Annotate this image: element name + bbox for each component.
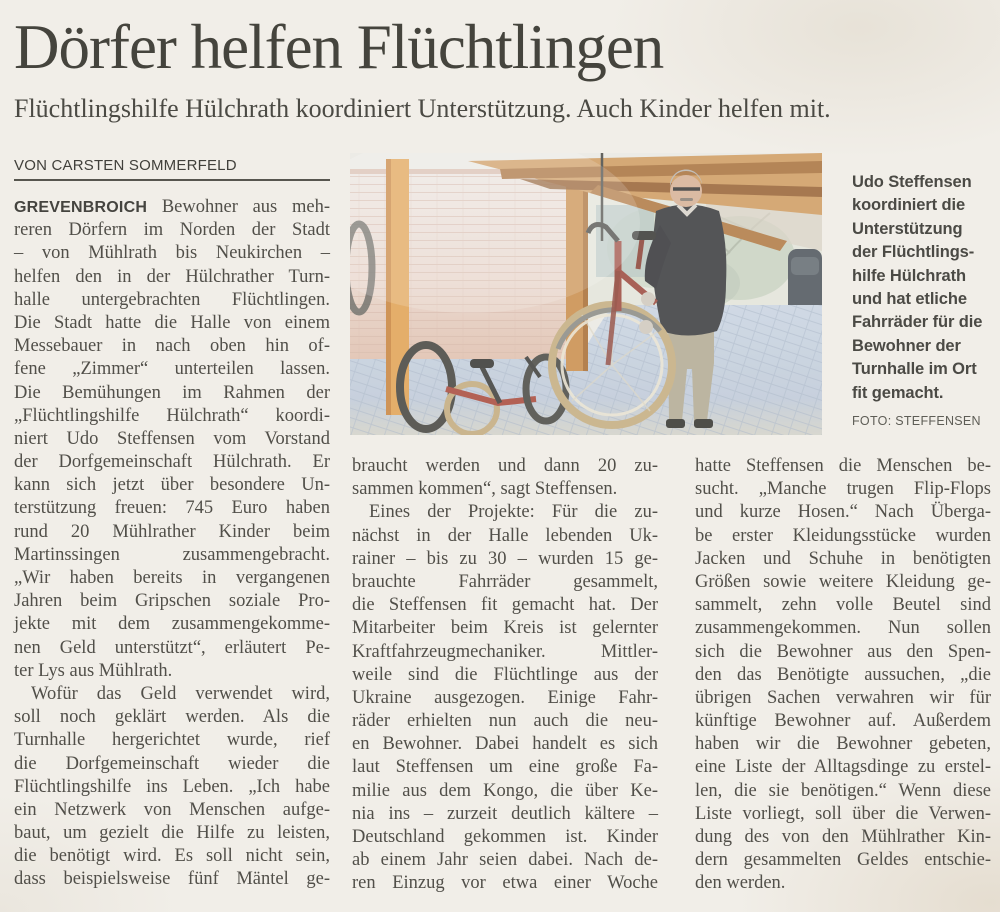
text-line: reren Dörfern im Norden der Stadt xyxy=(14,220,330,241)
text-line: helfen den in der Hülchrather Turn- xyxy=(14,266,330,287)
text-line: soll noch geklärt werden. Als die xyxy=(14,707,330,728)
text-line: „Wir haben bereits in vergangenen xyxy=(14,568,330,588)
text-line: Martinssingen zusammengebracht. xyxy=(14,544,330,565)
text-line: Turnhalle hergerichtet wurde, rief xyxy=(14,730,330,751)
caption-line: Unterstützung xyxy=(852,219,963,238)
text-line: len, die sie benötigen.“ Wenn diese xyxy=(695,780,991,801)
text-line: ein Netzwerk von Menschen aufge- xyxy=(14,799,330,820)
caption-line: Bewohner der xyxy=(852,336,961,355)
text-line: zusammengekommen. Nun sollen xyxy=(695,618,991,639)
text-line: die Steffensen fit gemacht hat. Der xyxy=(352,595,658,616)
text-line: laut Steffensen um eine große Fa- xyxy=(352,757,658,778)
text-line: hatte Steffensen die Menschen be- xyxy=(695,456,991,476)
text-line: sich die Bewohner aus den Spen- xyxy=(695,641,991,662)
text-line: terstützung freuen: 745 Euro haben xyxy=(14,498,330,519)
text-line: dass beispielsweise fünf Mäntel ge- xyxy=(14,869,330,890)
text-line: Kraftfahrzeugmechaniker. Mittler- xyxy=(352,641,658,662)
text-line: sammen kommen“, sagt Steffensen. xyxy=(352,479,618,500)
text-line: sucht. „Manche trugen Flip-Flops xyxy=(695,479,991,500)
text-line: fene „Zimmer“ unterteilen lassen. xyxy=(14,359,330,380)
text-line: den das Benötigte aussuchen, „die xyxy=(695,664,991,685)
photo-caption xyxy=(852,171,994,433)
text-line: Eines der Projekte: Für die zu- xyxy=(369,502,658,523)
text-line: ter Lys aus Mühlrath. xyxy=(14,660,173,681)
text-line: baut, um gezielt die Hilfe zu leisten, xyxy=(14,823,330,844)
text-line: dern gesammelten Geldes entschie- xyxy=(695,850,991,871)
text-line: Wofür das Geld verwendet wird, xyxy=(31,683,330,704)
photo-illustration xyxy=(350,153,822,435)
article-byline: VON CARSTEN SOMMERFELD xyxy=(14,157,330,181)
text-line: nen Geld unterstützt“, erläutert Pe- xyxy=(14,637,330,658)
text-line: räder erhielten nun auch die neu- xyxy=(352,711,658,732)
caption-line: Udo Steffensen xyxy=(852,173,972,191)
text-line: Jahren beim Gripschen soziale Pro- xyxy=(14,591,330,612)
text-line: Die Stadt hatte die Halle von einem xyxy=(14,312,330,333)
photo-credit: FOTO: STEFFENSEN xyxy=(852,414,981,429)
text-line: en Bewohner. Dabei handelt es sich xyxy=(352,734,658,755)
caption-line: fit gemacht. xyxy=(852,383,944,402)
text-line: brauchte Fahrräder gesammelt, xyxy=(352,571,658,592)
text-line: Ukraine ausgezogen. Einige Fahr- xyxy=(352,687,658,708)
text-line: eine Liste der Alltagsdinge zu erstel- xyxy=(695,757,991,778)
text-line: Mitarbeiter beim Kreis ist gelernter xyxy=(352,618,658,639)
caption-line: der Flüchtlings- xyxy=(852,243,975,262)
article-headline: Dörfer helfen Flüchtlingen xyxy=(14,12,664,82)
text-line: milie aus dem Kongo, die über Ke- xyxy=(352,780,658,801)
caption-line: koordiniert die xyxy=(852,196,966,215)
text-line: jekte mit dem zusammengekomme- xyxy=(14,614,330,635)
caption-line: hilfe Hülchrath xyxy=(852,266,967,285)
text-line: übrigen Sachen verwahren wir für xyxy=(695,687,991,708)
text-line: sammelt, zehn volle Beutel sind xyxy=(695,595,991,616)
text-line: die benötigt wird. Es soll nicht sein, xyxy=(14,846,330,867)
article-column-1 xyxy=(14,196,330,892)
text-line: dung des von den Mühlrather Kin- xyxy=(695,827,991,847)
text-line: rainer – bis zu 30 – wurden 15 ge- xyxy=(352,548,658,569)
text-line: braucht werden und dann 20 zu- xyxy=(352,456,658,476)
text-line: halle untergebrachten Flüchtlingen. xyxy=(14,289,330,310)
article-column-3 xyxy=(695,455,991,896)
text-line: die Dorfgemeinschaft wieder die xyxy=(14,753,330,774)
article-column-2 xyxy=(352,455,658,896)
text-line: ren Einzug vor etwa einer Woche xyxy=(352,873,658,894)
dateline: GREVENBROICH xyxy=(14,199,148,216)
text-line: nächst in der Halle lebenden Uk- xyxy=(352,525,658,546)
caption-line: Turnhalle im Ort xyxy=(852,360,977,379)
text-line: GREVENBROICH Bewohner aus meh- xyxy=(14,197,330,217)
text-line: Liste vorliegt, soll über die Verwen- xyxy=(695,803,991,824)
text-line: weile sind die Flüchtlinge aus der xyxy=(352,664,658,685)
text-line: den werden. xyxy=(695,873,786,894)
text-line: künftige Bewohner auf. Außerdem xyxy=(695,711,991,732)
text-line: nia ins – zurzeit deutlich kältere – xyxy=(352,803,658,824)
caption-line: Fahrräder für die xyxy=(852,313,983,332)
text-line: be erster Kleidungsstücke wurden xyxy=(695,525,991,546)
text-line: Deutschland gekommen ist. Kinder xyxy=(352,827,658,847)
text-line: Jacken und Schuhe in benötigten xyxy=(695,548,991,569)
text-line: Die Bemühungen im Rahmen der xyxy=(14,382,330,403)
text-line: niert Udo Steffensen vom Vorstand xyxy=(14,428,330,449)
text-line: und kurze Hosen.“ Nach Überga- xyxy=(695,502,991,523)
caption-line: und hat etliche xyxy=(852,290,967,309)
text-line: rund 20 Mühlrather Kinder beim xyxy=(14,521,330,542)
article-subheadline: Flüchtlingshilfe Hülchrath koordiniert Unterstützung. Auch Kinder helfen mit. xyxy=(14,94,831,123)
text-line: der Dorfgemeinschaft Hülchrath. Er xyxy=(14,452,330,473)
text-line: ab einem Jahr seien dabei. Nach de- xyxy=(352,850,658,871)
text-line: Größen sowie weitere Kleidung ge- xyxy=(695,571,991,592)
text-line: kann sich jetzt über besondere Un- xyxy=(14,475,330,496)
text-line: Flüchtlingshilfe ins Leben. „Ich habe xyxy=(14,776,330,797)
text-line: Messebauer in nach oben hin of- xyxy=(14,336,330,357)
text-line: – von Mühlrath bis Neukirchen – xyxy=(14,243,330,264)
article-photo xyxy=(350,153,822,435)
text-line: haben wir die Bewohner gebeten, xyxy=(695,734,991,755)
text-line: „Flüchtlingshilfe Hülchrath“ koordi- xyxy=(14,405,330,426)
